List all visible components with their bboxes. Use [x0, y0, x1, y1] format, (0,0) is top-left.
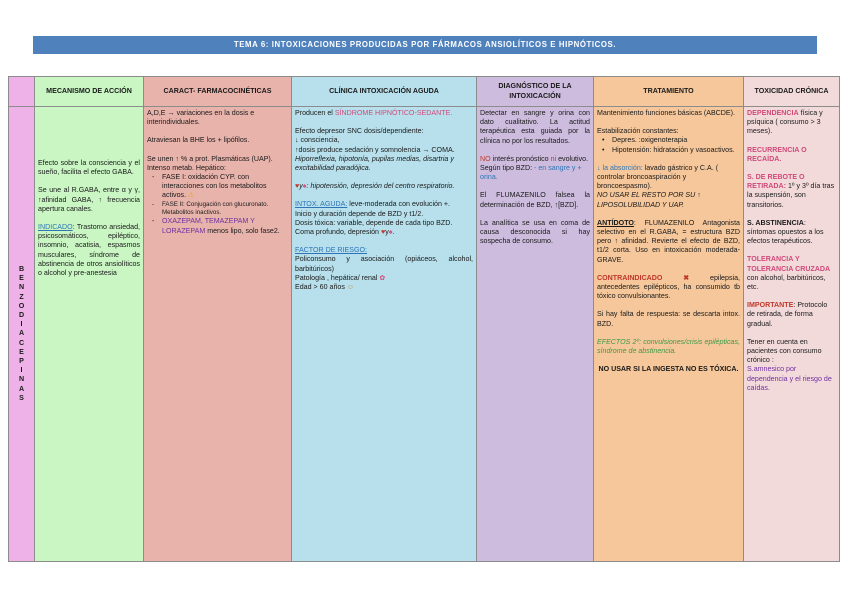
toxicidad-abstinencia: S. ABSTINENCIA: síntomas opuestos a los efectos terapéuticos.: [747, 218, 824, 246]
toxicidad-tolerancia: TOLERANCIA Y TOLERANCIA CRUZADA con alcohol, barbitúricos, etc.: [747, 255, 831, 292]
farmaco-p2: Atraviesan la BHE los + lipófilos.: [147, 136, 250, 145]
tratamiento-p1: Mantenimiento funciones básicas (ABCDE).: [597, 109, 735, 117]
body-row: [9, 107, 840, 562]
clinica-p9: Dosis tóxica: variable, depende de cada tipo BZD.: [295, 218, 453, 227]
clinica-p8: Inicio y duración depende de BZD y t1/2.: [295, 209, 424, 218]
cross-icon: ✖: [683, 273, 690, 282]
tratamiento-no-usar: NO USAR EL RESTO POR SU ↑ LIPOSOLUBILIDAD Y UAP.: [597, 191, 701, 209]
tratamiento-contra: CONTRAINDICADO ✖ epilepsia, antecedentes epilépticos, ha consumido tb tóxico convulsionantes.: [597, 273, 740, 301]
heart-icon: ♥: [295, 182, 300, 191]
farmaco-p1: A,D,E → variaciones en la dosis e interindividuales.: [147, 109, 255, 127]
toxicidad-rebote: S. DE REBOTE O RETIRADA: 1º y 3º día tras la suspensión, son transitorios.: [747, 173, 835, 209]
header-toxicidad: TOXICIDAD CRÓNICA: [744, 77, 840, 107]
clinica-intox: INTOX. AGUDA: leve-moderada con evolución +.: [295, 200, 451, 209]
farmaco-p3: Se unen ↑ % a prot. Plasmáticas (UAP).: [147, 154, 273, 163]
header-diagnostico: DIAGNÓSTICO DE LA INTOXICACIÓN: [477, 77, 594, 107]
toxicidad-amnesico: S.amnesico por dependencia y el riesgo de caídas.: [747, 365, 832, 392]
toxicidad-dependencia: DEPENDENCIA física y psíquica ( consumo > 3 meses).: [747, 109, 823, 136]
toxicidad-importante: IMPORTANTE: Protocolo de retirada, de forma gradual.: [747, 301, 828, 328]
cell-tratamiento: [594, 107, 744, 562]
header-farmaco: CARACT- FARMACOCINÉTICAS: [144, 77, 292, 107]
estab-list: [597, 136, 740, 154]
header-mecanismo: MECANISMO DE ACCIÓN: [35, 77, 144, 107]
lungs-icon: ♠: [302, 182, 307, 191]
clinica-p5: Hiporreflexia, hipotonía, pupilas medias, disartria y excitabilidad paradójica.: [295, 154, 454, 173]
fase-2: - FASE II: Conjugación con glucuronato. Metabolitos inactivos.: [156, 201, 288, 218]
heart-icon: ♥: [380, 228, 386, 237]
fase-1: - FASE I: oxidación CYP. con interacciones con los metabolitos activos. ⚠: [156, 173, 288, 201]
cell-diagnostico: [477, 107, 594, 562]
clinica-p4: ↑dosis produce sedación y somnolencia → COMA.: [295, 145, 455, 154]
cell-clinica: [292, 107, 477, 562]
diagnostico-p4: El FLUMAZENILO falsea la determinación de BZD, ↑[BZD].: [480, 191, 590, 209]
toxicidad-recurrencia: RECURRENCIA O RECAÍDA.: [747, 145, 807, 163]
header-tratamiento: TRATAMIENTO: [594, 77, 744, 107]
mecanismo-indicado: INDICADO: Trastorno ansiedad, psicosomáticos, epiléptico, insomnio, acatisia, espasmos musculares, síndrome de abstinencia de otros ansiolíticos o alcohol y pre-anestesia: [38, 223, 140, 278]
clinica-riesgo-label: FACTOR DE RIESGO:: [295, 246, 368, 255]
clinica-p6: ♥y♠: hipotensión, depresión del centro respiratorio.: [295, 182, 455, 191]
brain-icon: ✿: [379, 273, 386, 282]
side-label-benzodiacepinas: B E N Z O D I A C E P I N A S: [9, 107, 35, 562]
tratamiento-antidoto: ANTÍDOTO: FLUMAZENILO Antagonista selectivo en el R.GABA, = estructura BZD pero ↑ afinidad. Revierte el efecto de BZD, t1/2 corta. Uso en intoxicación moderada-GRAVE.: [597, 218, 740, 264]
mecanismo-p2: Se une al R.GABA, entre α y γ, ↑afinidad GABA, ↑ frecuencia apertura canales.: [38, 186, 140, 213]
tratamiento-efectos: EFECTOS 2º: convulsiones/crisis epilépticas, síndrome de abstinencia.: [597, 337, 740, 356]
tratamiento-falta: Si hay falta de respuesta: se descarta intox. BZD.: [597, 310, 740, 328]
clinica-r3: Edad > 60 años ☺: [295, 283, 355, 292]
header-clinica: CLÍNICA INTOXICACIÓN AGUDA: [292, 77, 477, 107]
clinica-p3: ↓ consciencia,: [295, 136, 340, 145]
diagnostico-p5: La analítica se usa en coma de causa desconocida si hay sospecha de consumo.: [480, 218, 590, 246]
fase-list: [147, 173, 288, 236]
lungs-icon: ♠: [388, 228, 393, 237]
oxazepam-note: - OXAZEPAM, TEMAZEPAM Y LORAZEPAM menos lipo, solo fase2.: [156, 217, 288, 235]
clinica-p2: Efecto depresor SNC dosis/dependiente:: [295, 127, 424, 136]
header-corner: [9, 77, 35, 107]
clinica-r2: Patología , hepática/ renal ✿: [295, 273, 386, 282]
diagnostico-p1: Detectar en sangre y orina con dato cualitativo. La actitud terapéutica esta guiada por la clínica no por los resultados.: [480, 109, 590, 145]
diagnostico-p3: Según tipo BZD: - en sangre y + orina.: [480, 164, 582, 182]
cell-toxicidad: [744, 107, 840, 562]
page-title: TEMA 6: INTOXICACIONES PRODUCIDAS POR FÁRMACOS ANSIOLÍTICOS E HIPNÓTICOS.: [33, 36, 817, 54]
header-row: [9, 77, 840, 107]
summary-table: [8, 76, 840, 562]
clinica-r1: Policonsumo y asociación (opiáceos, alcohol, barbitúricos): [295, 255, 473, 273]
cell-mecanismo: [35, 107, 144, 562]
estab-item-hipotension: • Hipotensión: hidratación y vasoactivos.: [606, 146, 740, 155]
cell-farmaco: [144, 107, 292, 562]
farmaco-p4: Intenso metab. Hepático:: [147, 163, 226, 172]
estab-item-oxigeno: • Depres. :oxigenoterapia: [606, 136, 740, 145]
toxicidad-tener: Tener en cuenta en pacientes con consumo crónico :: [747, 337, 822, 365]
warning-icon: ⚠: [188, 192, 195, 200]
clinica-p10: Coma profundo, depresión ♥y♠.: [295, 228, 395, 237]
tratamiento-absorcion: ↓ la absorción: lavado gástrico y C.A. ( controlar broncoaspiración y broncoespasmo).: [597, 163, 719, 191]
tratamiento-estab: Estabilización constantes:: [597, 127, 679, 136]
tratamiento-no-usar-2: NO USAR SI LA INGESTA NO ES TÓXICA.: [598, 365, 739, 374]
diagnostico-p2: NO interés pronóstico ni evolutivo.: [480, 154, 589, 163]
clinica-sindrome: Producen el SÍNDROME HIPNÓTICO-SEDANTE.: [295, 109, 453, 117]
elderly-face-icon: ☺: [346, 283, 355, 292]
mecanismo-p1: Efecto sobre la consciencia y el sueño, facilita el efecto GABA.: [38, 159, 140, 177]
